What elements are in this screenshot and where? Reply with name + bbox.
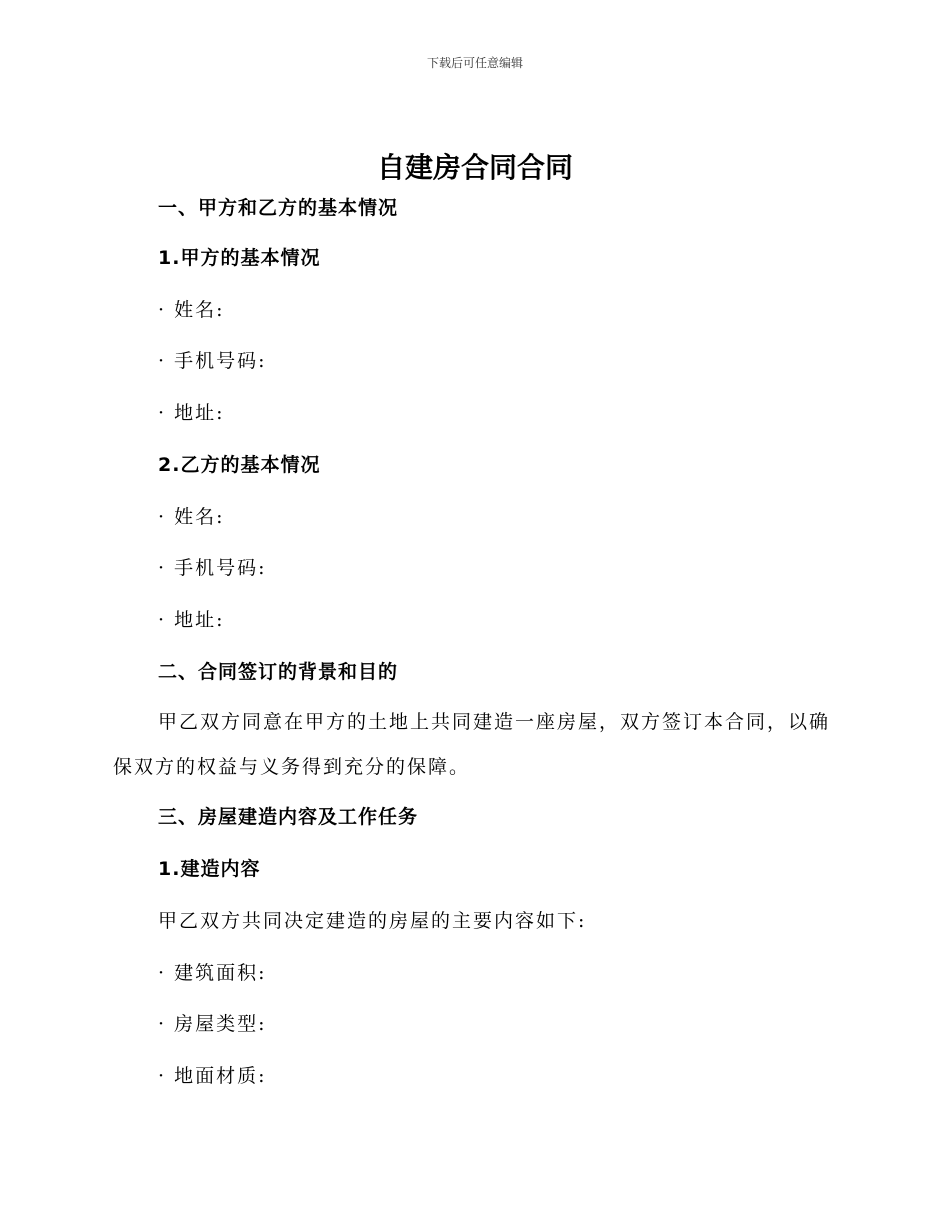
party-b-name-field: · 姓名: [158, 506, 225, 528]
party-a-address-field: · 地址: [158, 402, 225, 424]
page-header-note: 下载后可任意编辑 [426, 56, 523, 70]
party-b-address-field: · 地址: [158, 609, 225, 631]
house-type-field: · 房屋类型: [158, 1013, 267, 1035]
document-title: 自建房合同合同 [376, 151, 573, 184]
party-b-phone-field: · 手机号码: [158, 557, 267, 579]
section-2-paragraph: 甲乙双方同意在甲方的土地上共同建造一座房屋，双方签订本合同，以确保双方的权益与义务得到充分的保障。 [113, 711, 831, 778]
section-3-heading: 三、房屋建造内容及工作任务 [158, 806, 419, 828]
floor-material-field: · 地面材质: [158, 1065, 267, 1087]
section-2-heading: 二、合同签订的背景和目的 [158, 661, 399, 683]
party-a-name-field: · 姓名: [158, 299, 225, 321]
party-b-heading: 2.乙方的基本情况 [158, 454, 321, 476]
section-1-heading: 一、甲方和乙方的基本情况 [158, 197, 399, 219]
party-a-heading: 1.甲方的基本情况 [158, 247, 321, 269]
construction-content-heading: 1.建造内容 [158, 858, 261, 880]
party-a-phone-field: · 手机号码: [158, 350, 267, 372]
construction-intro: 甲乙双方共同决定建造的房屋的主要内容如下: [158, 910, 587, 932]
building-area-field: · 建筑面积: [158, 962, 267, 984]
